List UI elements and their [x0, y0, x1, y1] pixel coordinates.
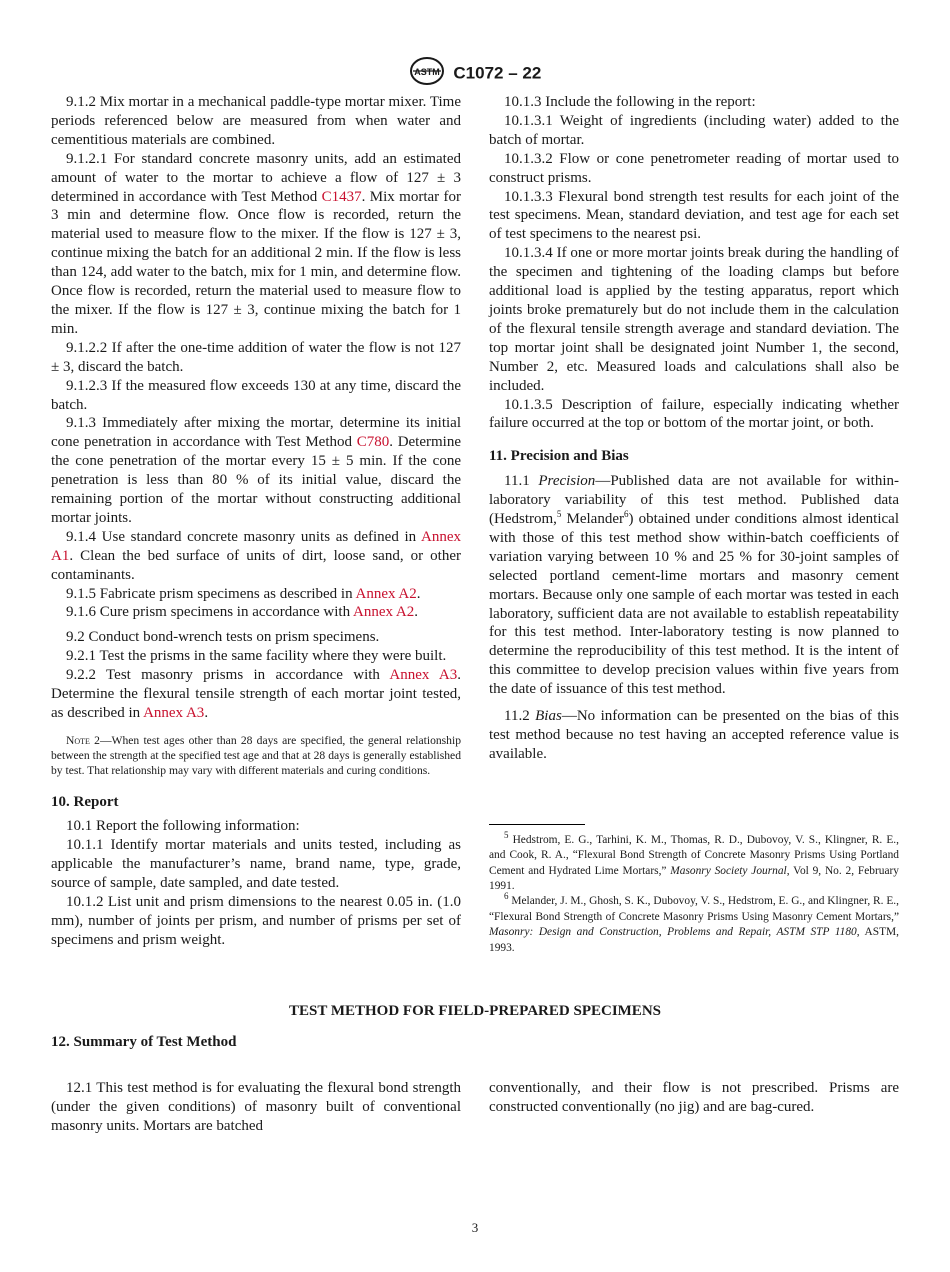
link-annex-a1[interactable]: Annex A1 [51, 528, 461, 564]
note-2: Note 2—When test ages other than 28 days are specified, the general relationship between the strength at the specified test age and that at 28 days is generally established by test. That relationship may vary with different materials and curing conditions. [51, 733, 461, 778]
paragraph-9-2-1: 9.2.1 Test the prisms in the same facility where they were built. [66, 648, 447, 665]
link-annex-a3[interactable]: Annex A3 [389, 667, 458, 684]
paragraph-9-2: 9.2 Conduct bond-wrench tests on prism specimens. [66, 629, 380, 646]
link-annex-a3-second[interactable]: Annex A3 [143, 705, 205, 721]
footnote-divider [489, 824, 585, 825]
paragraph-9-1-6: 9.1.6 Cure prism specimens in accordance with Annex A2. [66, 604, 419, 621]
footnote-5: $^5$ Hedstrom, E. G., Tarhini, K. M., Thomas, R. D., Dubovoy, V. S., Klingner, R. E., and Cook, R. A., “Flexural Bond Strength of Concrete Masonry Prisms Using Portland Cement and Hydrated Lime Mortars,” Masonry Society Journal, Vol 9, No. 2, February 1991. [489, 830, 899, 893]
heading-precision-and-bias: 11. Precision and Bias [489, 448, 629, 465]
paragraph-9-1-2-2: 9.1.2.2 If after the one-time addition of water the flow is not 127 ± 3, discard the batch. [51, 339, 461, 375]
paragraph-9-1-2-1: 9.1.2.1 For standard concrete masonry units, add an estimated amount of water to the mortar to achieve a flow of 127 ± 3 determined in accordance with Test Method C1437. Mix mortar for 3 min and determine flow. Once flow is recorded, return the material used to measure flow to the mixer. If the flow is 127 ± 3, continue mixing the batch for an additional 2 min. If the flow is less than 124, add water to the batch, mix for 1 min, and determine flow. Once flow is recorded, return the material used to measure flow to the mixer. If the flow is 127 ± 3, continue mixing the batch for 1 min. [51, 150, 461, 337]
paragraph-10-1-3: 10.1.3 Include the following in the report: [504, 94, 756, 110]
heading-report: 10. Report [51, 793, 119, 810]
paragraph-12-1-left: 12.1 This test method is for evaluating the flexural bond strength (under the given conditions) of masonry built of conventional masonry units. Mortars are batched [51, 1080, 461, 1134]
paragraph-10-1-3-2: 10.1.3.2 Flow or cone penetrometer reading of mortar used to construct prisms. [489, 150, 899, 186]
section-title-field-prepared: TEST METHOD FOR FIELD-PREPARED SPECIMENS [289, 1003, 661, 1019]
paragraph-10-1-1: 10.1.1 Identify mortar materials and units tested, including as applicable the manufacturer’s name, brand name, type, grade, source of sample, date sampled, and date tested. [51, 837, 461, 892]
paragraph-9-1-2-3: 9.1.2.3 If the measured flow exceeds 130 at any time, discard the batch. [51, 377, 461, 413]
left-column [51, 93, 461, 950]
paragraph-11-2: 11.2 Bias—No information can be presented on the bias of this test method because no test having an accepted reference value is available. [489, 708, 899, 762]
astm-logo-icon [409, 56, 445, 91]
footnote-ref-5[interactable]: 5 [556, 509, 562, 520]
paragraph-10-1-2: 10.1.2 List unit and prism dimensions to the nearest 0.05 in. (1.0 mm), number of joints per prism, and number of prisms per set of specimens and prism weight. [51, 894, 461, 948]
page-number: 3 [471, 1220, 479, 1235]
link-annex-a2-cure[interactable]: Annex A2 [353, 604, 415, 621]
paragraph-10-1-3-5: 10.1.3.5 Description of failure, especially indicating whether failure occurred at the top or bottom of the mortar joint, or both. [489, 396, 899, 432]
paragraph-11-1: 11.1 Precision—Published data are not available for within-laboratory variability of this test method. Published data (Hedstrom,$^5$ Melander$^6$) obtained under conditions almost identical with those of this test method show within-batch coefficients of variation varying between 10 % and 25 % for 30-joint samples of selected portland cement-lime mortars and masonry cement mortars. Because only one sample of each mortar was tested in each laboratory, sufficient data are not available to establish repeatability for this test method. Inter-laboratory testing is now planned to determine the reproducibility of this test method. It is the intent of this committee to develop precision values within five years from the date of issuance of this test method. [489, 473, 899, 698]
paragraph-9-1-3: 9.1.3 Immediately after mixing the mortar, determine its initial cone penetration in accordance with Test Method C780. Determine the cone penetration of the mortar every 15 ± 5 min. If the cone penetration is less than 80 % of its initial value, discard the remaining portion of the mortar without constructing additional mortar joints. [51, 415, 461, 526]
heading-summary-of-test-method: 12. Summary of Test Method [51, 1034, 237, 1050]
page-header [0, 56, 950, 91]
paragraph-9-2-2: 9.2.2 Test masonry prisms in accordance with Annex A3. Determine the flexural tensile strength of each mortar joint tested, as described in Annex A3. [51, 667, 461, 721]
link-annex-a2[interactable]: Annex A2 [355, 585, 417, 602]
paragraph-10-1: 10.1 Report the following information: [66, 818, 300, 835]
right-column [489, 93, 899, 956]
standard-designation: C1072 – 22 [453, 63, 542, 83]
paragraph-10-1-3-4: 10.1.3.4 If one or more mortar joints break during the handling of the specimen and tightening of the loading clamps but before additional load is applied by the testing apparatus, report which joints broke prematurely but do not include them in the calculation of the flexural tensile strength average and standard deviation. The top mortar joint shall be designated joint Number 1, the second, Number 2, etc. Measured loads and calculations shall also be included. [489, 245, 899, 394]
paragraph-9-1-5: 9.1.5 Fabricate prism specimens as described in Annex A2. [66, 585, 421, 602]
paragraph-9-1-4: 9.1.4 Use standard concrete masonry units as defined in Annex A1. Clean the bed surface of units of dirt, loose sand, or other contaminants. [51, 528, 461, 583]
paragraph-10-1-3-3: 10.1.3.3 Flexural bond strength test results for each joint of the test specimens. Mean, standard deviation, and test age for each set of test specimens to the nearest psi. [489, 188, 899, 243]
paragraph-12-1-right: conventionally, and their flow is not prescribed. Prisms are constructed conventionally (no jig) and are bag-cured. [489, 1080, 899, 1115]
svg-text:ASTM: ASTM [413, 67, 440, 77]
footnote-6: $^6$ Melander, J. M., Ghosh, S. K., Dubovoy, V. S., Hedstrom, E. G., and Klingner, R. E., “Flexural Bond Strength of Concrete Masonry Prisms Using Masonry Cement Mortars,” Masonry: Design and Construction, Problems and Repair, ASTM STP 1180, ASTM, 1993. [489, 891, 900, 954]
paragraph-10-1-3-1: 10.1.3.1 Weight of ingredients (including water) added to the batch of mortar. [489, 112, 899, 148]
link-c1437[interactable]: C1437 [321, 188, 362, 205]
paragraph-9-1-2: 9.1.2 Mix mortar in a mechanical paddle-type mortar mixer. Time periods referenced below are measured from when water and cementitious materials are combined. [51, 94, 461, 148]
footnote-ref-6[interactable]: 6 [624, 509, 629, 520]
link-c780[interactable]: C780 [356, 434, 390, 451]
